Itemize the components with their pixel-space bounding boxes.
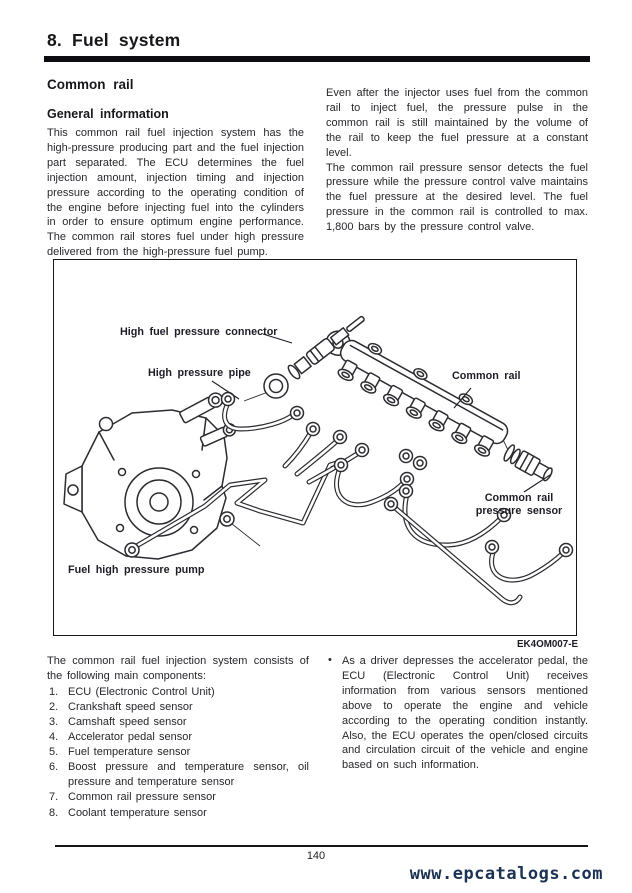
list-item: Fuel temperature sensor bbox=[68, 746, 191, 759]
right-paragraph-1: Even after the injector uses fuel from the common rail to inject fuel, the pressure pulse in the common rail is still maintained by the volume of the rail to keep the fuel pressure at a constant level. bbox=[326, 87, 588, 159]
list-item: Coolant temperature sensor bbox=[68, 806, 207, 819]
section-title: Common rail bbox=[47, 77, 134, 92]
components-list-column bbox=[47, 654, 309, 821]
list-item: Boost pressure and temperature sensor, oil pressure and temperature sensor bbox=[68, 761, 309, 789]
pump-drawing bbox=[64, 391, 237, 559]
page-number: 140 bbox=[306, 850, 326, 862]
bullet-item: • As a driver depresses the accelerator pedal, the ECU (Electronic Control Unit) receives information from various sensors mentioned above to operate the engine and vehicle according to the operating condition instantly. Also, the ECU operates the open/closed circuits and circulation circuit of the vehicle and engine based on such information. bbox=[326, 654, 588, 773]
list-item: Camshaft speed sensor bbox=[68, 716, 187, 728]
label-high-pressure-pipe: High pressure pipe bbox=[148, 367, 251, 379]
figure-fuel-system-diagram bbox=[53, 259, 577, 636]
label-fuel-high-pressure-pump: Fuel high pressure pump bbox=[68, 564, 205, 576]
right-column-text bbox=[326, 86, 588, 235]
list-item: ECU (Electronic Control Unit) bbox=[68, 685, 215, 698]
common-rail-drawing bbox=[314, 322, 565, 489]
intro-paragraph: This common rail fuel injection system has the high-pressure producing part and the fuel injection part separated. The ECU determines the fuel injection amount, injection timing and injection pressure according to the operating condition of the engine before injecting fuel into the cylinders in order to ensure optimum engine performance. The common rail stores fuel under high pressure delivered from the high-pressure fuel pump. bbox=[47, 127, 304, 259]
components-list bbox=[47, 685, 309, 821]
list-item: Accelerator pedal sensor bbox=[68, 731, 193, 744]
label-common-rail-pressure-sensor: Common rail pressure sensor bbox=[475, 492, 563, 517]
figure-caption: EK4OM007-E bbox=[517, 639, 578, 650]
right-paragraph-2: The common rail pressure sensor detects the fuel pressure while the pressure control valve maintains the fuel pressure at the desired level. The fuel pressure in the common rail is controlled to max. 1,800 bars by the pressure control valve. bbox=[326, 161, 588, 234]
footer-rule bbox=[55, 845, 588, 847]
components-intro: The common rail fuel injection system consists of the following main components: bbox=[47, 655, 309, 682]
fuel-system-diagram bbox=[54, 260, 575, 634]
list-item: Crankshaft speed sensor bbox=[68, 700, 193, 713]
subsection-title: General information bbox=[47, 107, 169, 121]
pressure-sensor-drawing bbox=[495, 440, 554, 484]
label-high-fuel-pressure-connector: High fuel pressure connector bbox=[120, 326, 278, 338]
list-item: Common rail pressure sensor bbox=[68, 791, 216, 804]
ecu-note-column bbox=[326, 654, 588, 773]
chapter-rule bbox=[44, 56, 590, 62]
watermark-url: www.epcatalogs.com bbox=[409, 864, 603, 884]
chapter-title: 8. Fuel system bbox=[47, 30, 181, 50]
label-common-rail: Common rail bbox=[452, 370, 521, 382]
